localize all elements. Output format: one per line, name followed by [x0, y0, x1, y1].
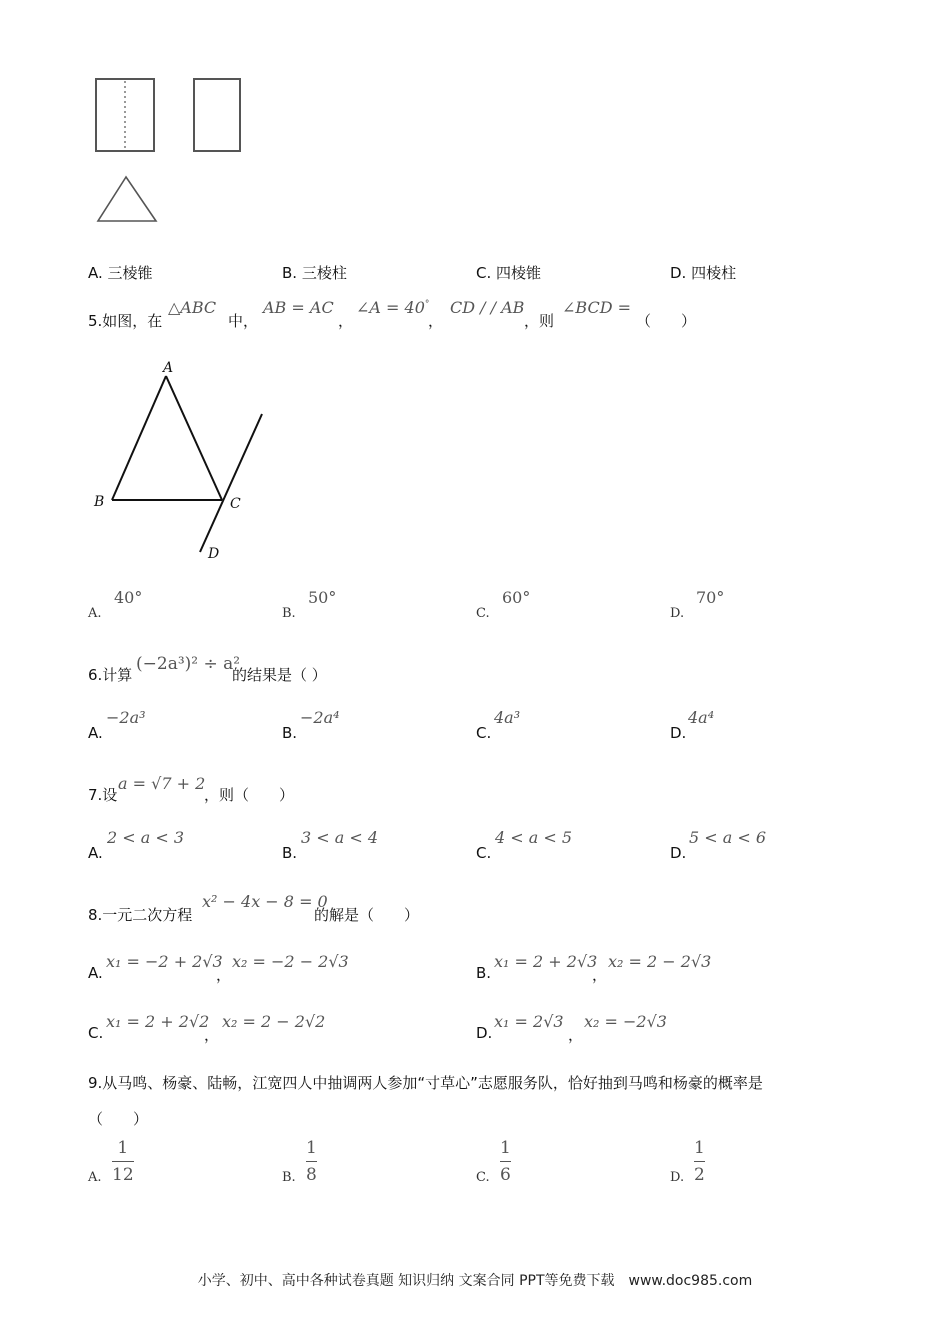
fraction: 1 2	[694, 1138, 705, 1185]
q5-paren: （ ）	[636, 312, 697, 330]
three-view-figure	[90, 75, 260, 230]
q6-option-a[interactable]: A. −2a³	[88, 708, 146, 742]
q9-stem-line2: （ ）	[88, 1110, 149, 1128]
q5-comma: ，	[428, 312, 444, 330]
q4-option-b[interactable]: B. 三棱柱	[282, 264, 347, 282]
q8-option-a[interactable]: A. x₁ = −2 + 2√3 ， x₂ = −2 − 2√3	[88, 952, 349, 984]
q8-equation: x² − 4x − 8 = 0	[202, 892, 328, 911]
q9-option-d[interactable]: D. 1 2	[670, 1138, 705, 1185]
q5-cond-ab-ac: AB = AC	[263, 298, 334, 317]
q5-option-c[interactable]: C. 60°	[476, 588, 531, 621]
line-cd	[200, 414, 262, 552]
q4-option-c[interactable]: C. 四棱锥	[476, 264, 542, 282]
side-ac	[166, 376, 222, 500]
q5-triangle-figure	[90, 358, 270, 568]
q5-cond-cd-parallel-ab: CD / / AB	[450, 298, 525, 317]
front-view-rect	[96, 79, 154, 151]
q8-option-b[interactable]: B. x₁ = 2 + 2√3 ， x₂ = 2 − 2√3	[476, 952, 712, 984]
q6-option-b[interactable]: B. −2a⁴	[282, 708, 340, 742]
q5-prefix: 5.如图，在	[88, 312, 163, 330]
q7-prefix: 7.设	[88, 786, 118, 804]
top-view-triangle	[98, 177, 156, 221]
label-b: B	[94, 494, 105, 510]
q7-option-b[interactable]: B. 3 < a < 4	[282, 828, 379, 862]
q8-option-c[interactable]: C. x₁ = 2 + 2√2 ， x₂ = 2 − 2√2	[88, 1012, 326, 1044]
label-a: A	[163, 360, 174, 376]
q7-option-d[interactable]: D. 5 < a < 6	[670, 828, 767, 862]
page-footer: 小学、初中、高中各种试卷真题 知识归纳 文案合同 PPT等免费下载 www.doc985.com	[197, 1273, 753, 1289]
q8-prefix: 8.一元二次方程	[88, 906, 193, 924]
q8-suffix: 的解是（ ）	[314, 906, 420, 924]
q6-expression: (−2a³)² ÷ a²	[136, 654, 241, 674]
fraction: 1 8	[306, 1138, 317, 1185]
q7-expression: a = √7 + 2	[118, 774, 206, 793]
q8-option-d[interactable]: D. x₁ = 2√3 ， x₂ = −2√3	[476, 1012, 667, 1044]
q9-stem-line1: 9.从马鸣、杨豪、陆畅，江宽四人中抽调两人参加“寸草心”志愿服务队，恰好抽到马鸣和杨豪的概率是	[88, 1074, 763, 1092]
q7-suffix: ，则（ ）	[204, 786, 295, 804]
q5-option-d[interactable]: D. 70°	[670, 588, 725, 621]
q9-option-a[interactable]: A. 1 12	[88, 1138, 134, 1185]
q6-option-c[interactable]: C. 4a³	[476, 708, 521, 742]
q6-suffix: 的结果是（ ）	[232, 666, 327, 684]
q5-comma-then: ，则	[524, 312, 555, 330]
q5-cond-angle-a: ∠A = 40°	[356, 298, 430, 317]
q6-prefix: 6.计算	[88, 666, 133, 684]
q4-option-d[interactable]: D. 四棱柱	[670, 264, 737, 282]
q9-option-b[interactable]: B. 1 8	[282, 1138, 317, 1185]
q7-option-a[interactable]: A. 2 < a < 3	[88, 828, 185, 862]
fraction: 1 6	[500, 1138, 511, 1185]
q6-option-d[interactable]: D. 4a⁴	[670, 708, 715, 742]
q5-option-a[interactable]: A. 40°	[88, 588, 143, 621]
q4-option-a[interactable]: A. 三棱锥	[88, 264, 153, 282]
q5-comma: ，	[338, 312, 354, 330]
q9-option-c[interactable]: C. 1 6	[476, 1138, 511, 1185]
label-d: D	[208, 546, 220, 562]
side-view-rect	[194, 79, 240, 151]
side-ab	[112, 376, 166, 500]
q5-mid: 中，	[228, 312, 259, 330]
q7-option-c[interactable]: C. 4 < a < 5	[476, 828, 573, 862]
q5-cond-angle-bcd: ∠BCD =	[562, 298, 632, 317]
q5-option-b[interactable]: B. 50°	[282, 588, 337, 621]
q5-triangle-abc: △ABC	[168, 298, 217, 317]
label-c: C	[230, 496, 241, 512]
fraction: 1 12	[112, 1138, 134, 1185]
